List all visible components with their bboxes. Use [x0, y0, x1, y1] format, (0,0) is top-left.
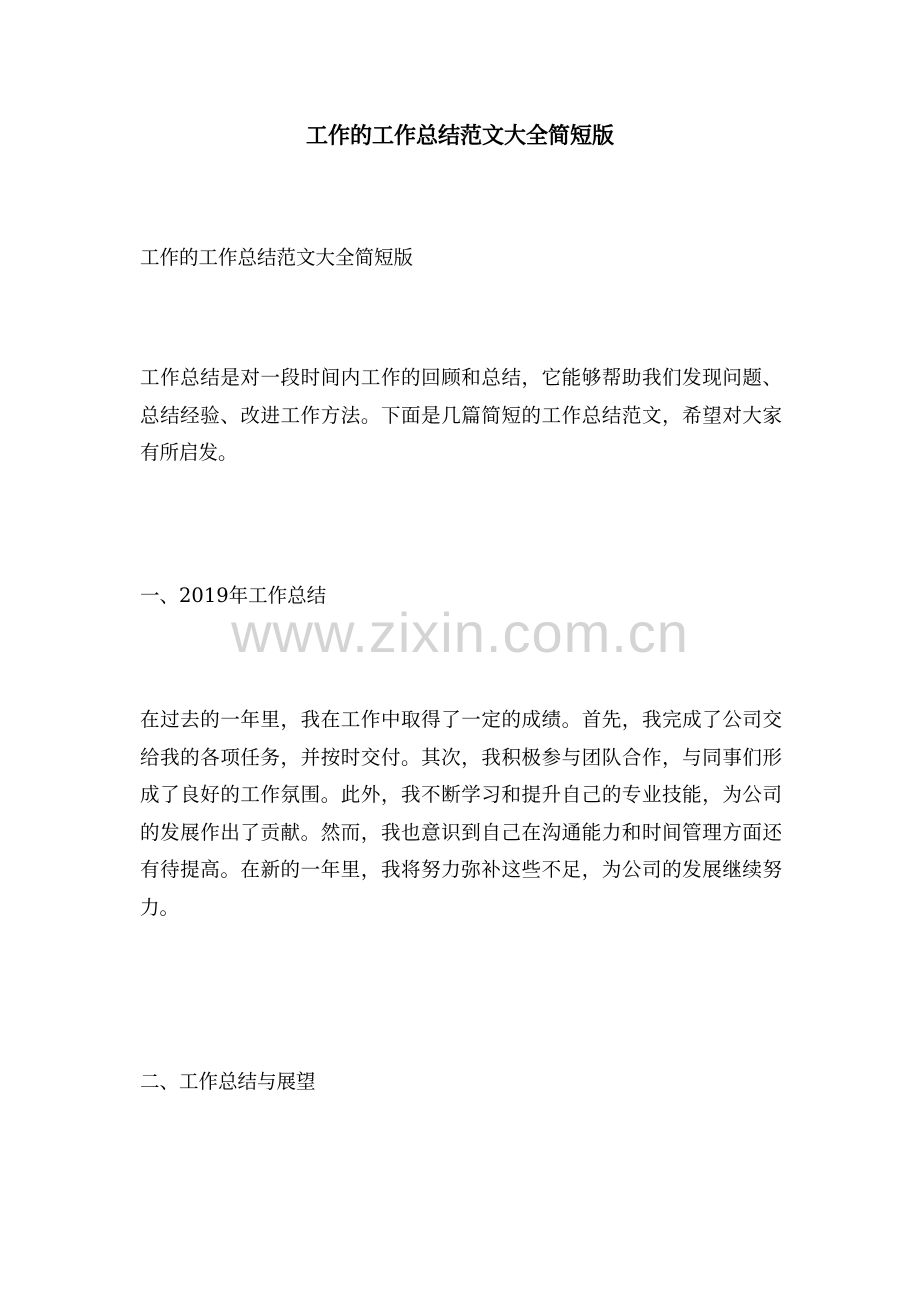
watermark: www.zixin.com.cn: [231, 601, 689, 664]
document-subtitle: 工作的工作总结范文大全简短版: [140, 246, 414, 269]
section-2-heading: 二、工作总结与展望: [140, 1070, 316, 1093]
document-title: 工作的工作总结范文大全简短版: [305, 123, 614, 149]
section-1-heading: 一、2019年工作总结: [140, 584, 327, 607]
section-1-paragraph: 在过去的一年里，我在工作中取得了一定的成绩。首先，我完成了公司交给我的各项任务，并按时交付。其次，我积极参与团队合作，与同事们形成了良好的工作氛围。此外，我不断学习和提升自己的专业技能，为公司的发展作出了贡献。然而，我也意识到自己在沟通能力和时间管理方面还有待提高。在新的一年里，我将努力弥补这些不足，为公司的发展继续努力。: [140, 708, 782, 919]
intro-paragraph: 工作总结是对一段时间内工作的回顾和总结，它能够帮助我们发现问题、总结经验、改进工作方法。下面是几篇简短的工作总结范文，希望对大家有所启发。: [140, 366, 782, 464]
